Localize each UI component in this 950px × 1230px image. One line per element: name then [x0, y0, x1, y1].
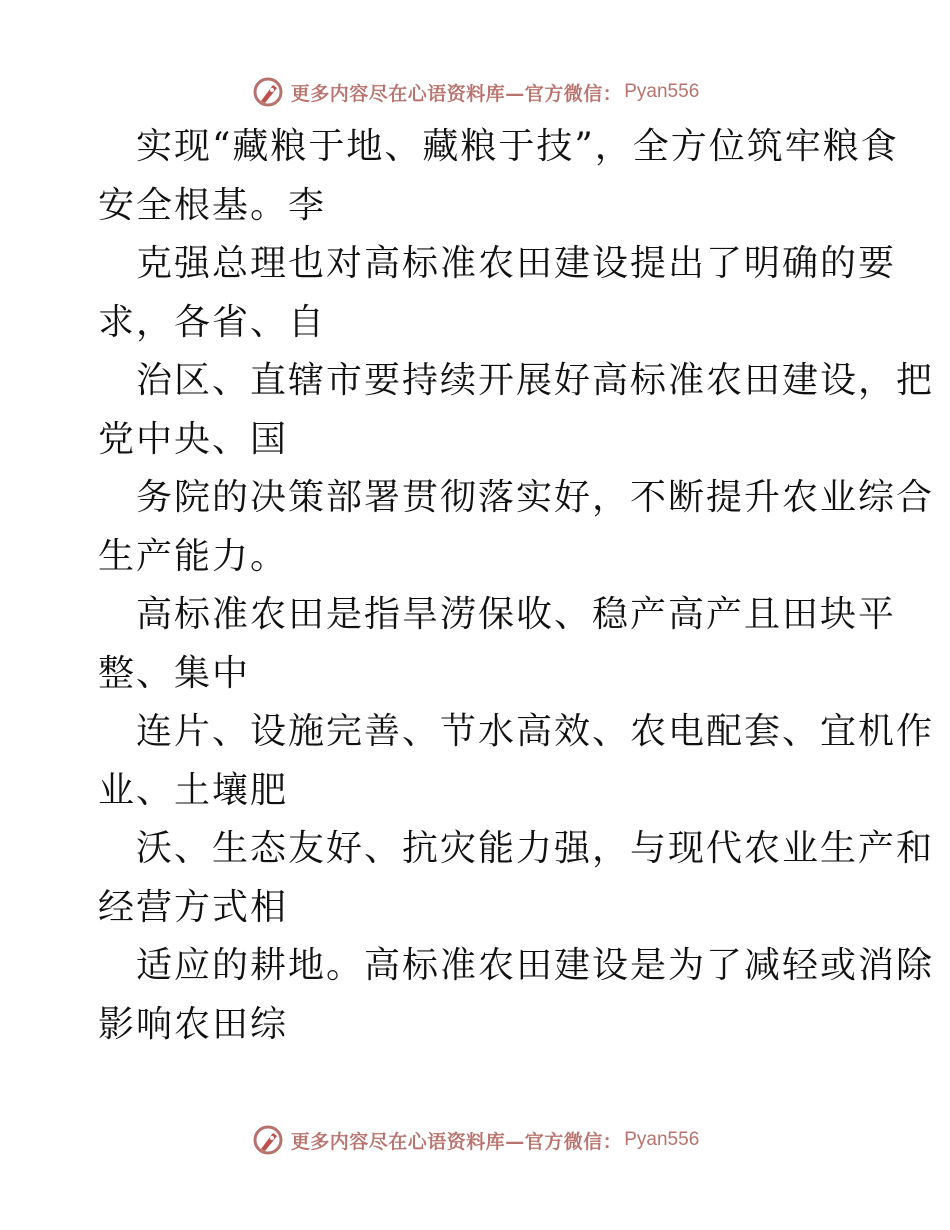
body-line: 适应的耕地。高标准农田建设是为了减轻或消除	[136, 945, 935, 986]
body-line: 经营方式相	[98, 886, 289, 928]
body-line: 务院的决策部署贯彻落实好，不断提升农业综合	[136, 477, 935, 518]
footer-watermark-contact: Pyan556	[624, 1129, 700, 1150]
footer-watermark	[0, 1120, 950, 1160]
pen-nib-logo-icon	[251, 1123, 285, 1157]
body-line: 连片、设施完善、节水高效、农电配套、宜机作	[136, 711, 935, 752]
body-line: 求，各省、自	[98, 301, 327, 343]
body-line: 沃、生态友好、抗灾能力强，与现代农业生产和	[136, 828, 935, 869]
body-line: 影响农田综	[98, 1003, 289, 1045]
document-body	[98, 118, 935, 1054]
header-watermark-contact: Pyan556	[624, 81, 700, 102]
body-line: 业、土壤肥	[98, 769, 289, 811]
body-line: 高标准农田是指旱涝保收、稳产高产且田块平	[136, 594, 897, 635]
pen-nib-logo-icon	[251, 75, 285, 109]
body-line: 整、集中	[98, 652, 251, 694]
header-watermark-text: 更多内容尽在心语资料库—官方微信：	[290, 82, 623, 105]
body-line: 安全根基。李	[98, 184, 327, 226]
header-watermark	[0, 72, 950, 112]
body-line: 治区、直辖市要持续开展好高标准农田建设，把	[136, 360, 935, 401]
footer-watermark-text: 更多内容尽在心语资料库—官方微信：	[290, 1130, 623, 1153]
body-line: 党中央、国	[98, 418, 289, 460]
body-line: 克强总理也对高标准农田建设提出了明确的要	[136, 243, 897, 284]
body-line: 实现“藏粮于地、藏粮于技”，全方位筑牢粮食	[136, 126, 899, 167]
body-line: 生产能力。	[98, 535, 289, 577]
